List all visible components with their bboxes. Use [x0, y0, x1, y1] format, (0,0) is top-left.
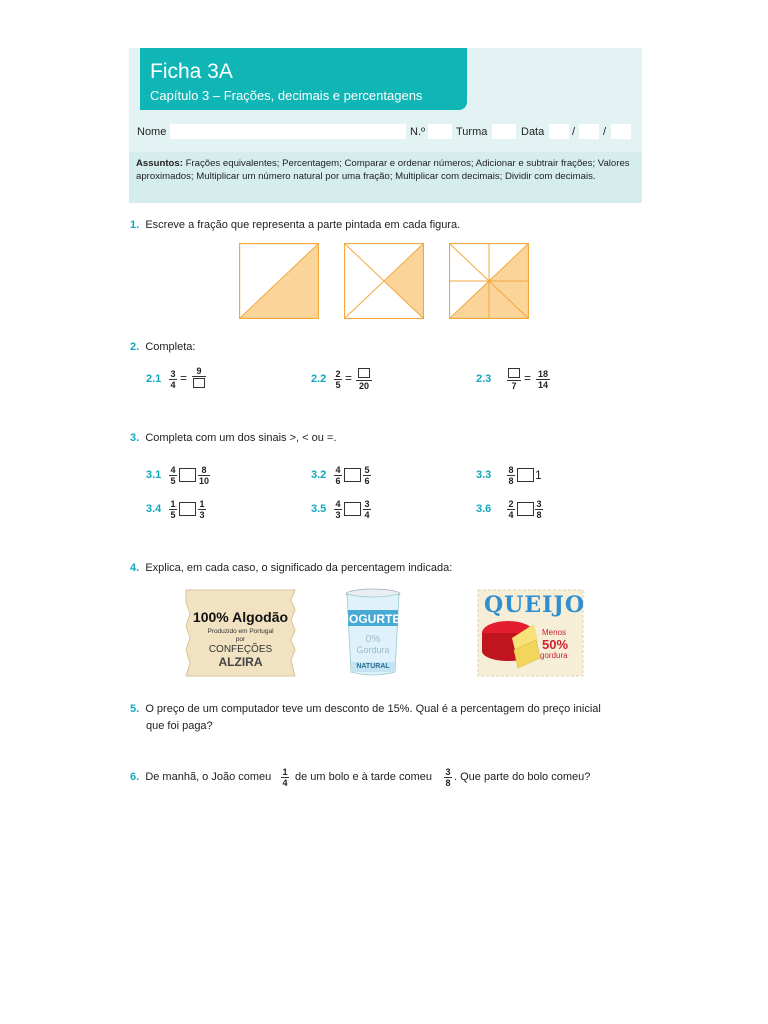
fraction: 4 3 — [335, 499, 341, 520]
name-label: Nome — [137, 126, 167, 138]
worksheet-title: Ficha 3A — [150, 60, 233, 83]
figure-square-half — [239, 243, 319, 319]
item-label: 2.3 — [476, 373, 492, 385]
question-number: 6. — [130, 771, 140, 783]
figure-square-quarter — [344, 243, 424, 319]
item-label: 3.6 — [476, 503, 492, 515]
item-label: 3.2 — [311, 469, 327, 481]
fraction: 3 4 — [364, 499, 370, 520]
whole-number: 1 — [535, 468, 542, 482]
question-text: que foi paga? — [146, 720, 213, 732]
fraction: 2 5 — [335, 369, 341, 390]
name-field[interactable] — [170, 124, 406, 139]
answer-box[interactable] — [179, 502, 196, 516]
number-label: N.º — [410, 126, 426, 138]
question-text: De manhã, o João comeu — [145, 771, 272, 783]
answer-box[interactable] — [179, 468, 196, 482]
class-field[interactable] — [492, 124, 516, 139]
fraction: 1 4 — [282, 767, 288, 788]
number-field[interactable] — [428, 124, 452, 139]
answer-box[interactable] — [508, 368, 520, 378]
fraction: 7 — [507, 380, 521, 391]
answer-box[interactable] — [358, 368, 370, 378]
question-6 — [130, 771, 271, 783]
figure-square-eighths — [449, 243, 529, 319]
title-tab — [140, 48, 467, 110]
fraction: 3 8 — [536, 499, 542, 520]
yogurt-image: IOGURTE 0% Gordura NATURAL — [345, 588, 401, 678]
fraction: 9 — [192, 366, 206, 377]
question-number: 3. — [130, 432, 140, 444]
fraction: 20 — [356, 380, 372, 391]
question-text: Completa com um dos sinais >, < ou =. — [145, 432, 337, 444]
date-sep: / — [572, 126, 576, 138]
answer-box[interactable] — [193, 378, 205, 388]
cotton-label-image: 100% Algodão Produzido em Portugal por CONFEÇÕES ALZIRA — [183, 588, 298, 678]
fraction: 1 5 — [170, 499, 176, 520]
item-label: 2.2 — [311, 373, 327, 385]
item-label: 3.3 — [476, 469, 492, 481]
question-4 — [130, 562, 452, 574]
question-text: O preço de um computador teve um desconto de 15%. Qual é a percentagem do preço inicial — [145, 703, 601, 715]
question-text: Escreve a fração que representa a parte pintada em cada figura. — [145, 219, 461, 231]
answer-box[interactable] — [517, 502, 534, 516]
equals-sign: = — [524, 371, 532, 385]
fraction: 3 8 — [445, 767, 451, 788]
topics-text: Frações equivalentes; Percentagem; Comparar e ordenar números; Adicionar e subtrair frações; Valores aproximados; Multiplicar um número natural por uma fração; Multiplicar com decimais; Dividir com decimais. — [136, 158, 630, 182]
question-number: 5. — [130, 703, 140, 715]
equals-sign: = — [180, 371, 188, 385]
question-number: 2. — [130, 341, 140, 353]
question-1 — [130, 219, 460, 231]
answer-box[interactable] — [517, 468, 534, 482]
item-label: 3.1 — [146, 469, 162, 481]
date-year-field[interactable] — [611, 124, 631, 139]
question-3 — [130, 432, 336, 444]
date-label: Data — [521, 126, 545, 138]
topics-label: Assuntos: — [136, 158, 183, 169]
fraction: 4 6 — [335, 465, 341, 486]
fraction: 2 4 — [508, 499, 514, 520]
fraction: 8 8 — [508, 465, 514, 486]
fraction: 8 10 — [198, 465, 209, 486]
date-day-field[interactable] — [549, 124, 569, 139]
question-number: 1. — [130, 219, 140, 231]
answer-box[interactable] — [344, 502, 361, 516]
date-month-field[interactable] — [579, 124, 599, 139]
answer-box[interactable] — [344, 468, 361, 482]
item-label: 3.4 — [146, 503, 162, 515]
fraction: 5 6 — [364, 465, 370, 486]
question-5 — [130, 703, 601, 715]
question-number: 4. — [130, 562, 140, 574]
fraction: 4 5 — [170, 465, 176, 486]
cheese-image: QUEIJO Menos 50% gordura — [476, 588, 585, 680]
fraction: 1 3 — [199, 499, 205, 520]
question-2 — [130, 341, 195, 353]
class-label: Turma — [456, 126, 488, 138]
question-text: Completa: — [145, 341, 196, 353]
equals-sign: = — [345, 371, 353, 385]
fraction: 3 4 — [170, 369, 176, 390]
fraction: 18 14 — [537, 369, 548, 390]
item-label: 2.1 — [146, 373, 162, 385]
worksheet-subtitle: Capítulo 3 – Frações, decimais e percentagens — [150, 88, 423, 103]
question-text: Explica, em cada caso, o significado da percentagem indicada: — [145, 562, 453, 574]
item-label: 3.5 — [311, 503, 327, 515]
date-sep: / — [603, 126, 607, 138]
question-5-continued — [146, 720, 213, 732]
question-6-text: de um bolo e à tarde comeu — [295, 771, 432, 783]
question-6-text: . Que parte do bolo comeu? — [454, 771, 591, 783]
topics-box — [129, 152, 642, 203]
